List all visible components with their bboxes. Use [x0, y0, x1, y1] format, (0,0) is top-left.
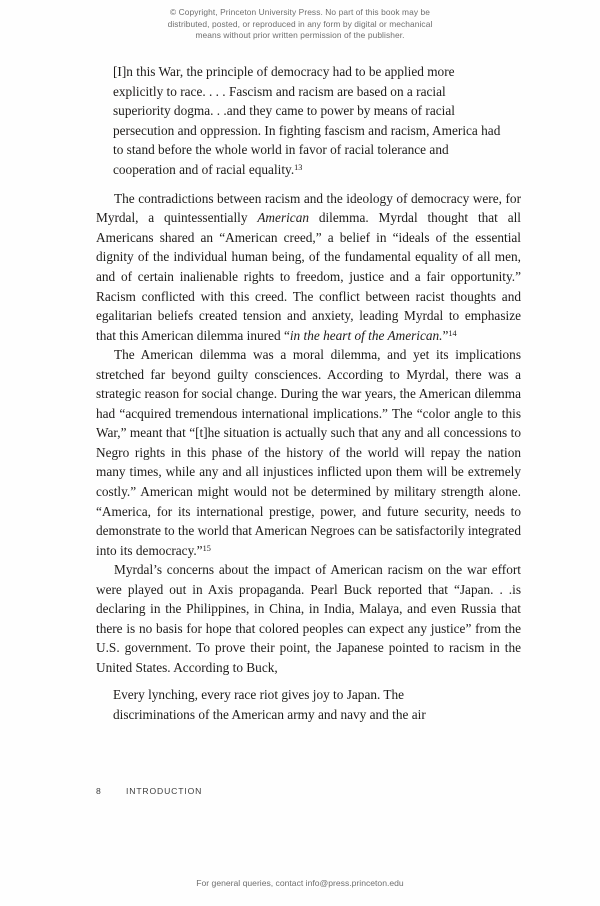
paragraph-contradictions: [96, 189, 521, 345]
paragraph-contradictions-part-1: The contradictions between racism and the ideology of democracy were, for Myrdal, a quintessentially: [96, 190, 521, 226]
emphasis-american: American: [257, 210, 310, 226]
chapter-title: INTRODUCTION: [126, 786, 203, 796]
paragraph-contradictions-part-2: dilemma. Myrdal thought that all Americans shared an “American creed,” a belief in “ideals of the essential dignity of the individual human being, of the fundamental equality of all men, and of certain inalienable rights to freedom, justice and a fair opportunity.” Racism conflicted with this creed. The conflict between racist thoughts and egalitarian beliefs created tension and anxiety, leading Myrdal to emphasize that this American dilemma inured “: [96, 210, 521, 343]
blockquote-myrdal-war-text: [I]n this War, the principle of democracy had to be applied more explicitly to race. . . . Fascism and racism are based on a racial superiority dogma. . .and they came to power by means of racial persecution and oppression. In fighting fascism and racism, America had to stand before the whole world in favor of racial tolerance and cooperation and of racial equality.: [113, 64, 501, 177]
paragraph-moral-dilemma: [96, 345, 521, 560]
copyright-line-3: means without prior written permission of the publisher.: [195, 30, 405, 41]
copyright-notice: [0, 7, 600, 42]
blockquote-pearl-buck: Every lynching, every race riot gives joy to Japan. The discriminations of the American army and navy and the air: [113, 687, 426, 722]
page-text-block: [96, 62, 521, 725]
blockquote-myrdal-war: [113, 62, 505, 179]
paragraph-contradictions-part-3: ”: [442, 327, 449, 343]
running-footer: [96, 786, 202, 796]
paragraph-spacer: [96, 179, 521, 189]
general-queries-notice: For general queries, contact info@press.princeton.edu: [196, 878, 404, 888]
footnote-marker-14[interactable]: 14: [448, 328, 457, 338]
emphasis-heart-of-the-american: in the heart of the American.: [289, 327, 443, 343]
paragraph-moral-dilemma-text: The American dilemma was a moral dilemma, and yet its implications stretched far beyond guilty consciences. According to Myrdal, there was a strategic reason for social change. During the war years, the American dilemma had “acquired tremendous international implications.” The “color angle to this War,” meant that “[t]he situation is actually such that any and all concessions to Negro rights in this phase of the history of the world will repay the nation many times, while any and all injustices inflicted upon them will be extremely costly.” American might would not be determined by military strength alone. “America, for its international prestige, power, and future security, needs to demonstrate to the world that American Negroes can be satisfactorily integrated into its democracy.”: [96, 347, 521, 558]
paragraph-axis-propaganda: Myrdal’s concerns about the impact of American racism on the war effort were played out in Axis propaganda. Pearl Buck reported that “Japan. . .is declaring in the Philippines, in China, in India, Malaya, and even Russia that there is no basis for hope that colored peoples can expect any justice” from the U.S. government. To prove their point, the Japanese pointed to racism in the United States. According to Buck,: [96, 562, 521, 675]
copyright-line-1: © Copyright, Princeton University Press. No part of this book may be: [170, 7, 430, 17]
footnote-marker-15[interactable]: 15: [202, 543, 211, 553]
footnote-marker-13[interactable]: 13: [294, 162, 303, 172]
copyright-line-2: distributed, posted, or reproduced in any form by digital or mechanical: [167, 18, 433, 29]
page-number: 8: [96, 786, 102, 796]
paragraph-spacer-2: [96, 677, 521, 685]
